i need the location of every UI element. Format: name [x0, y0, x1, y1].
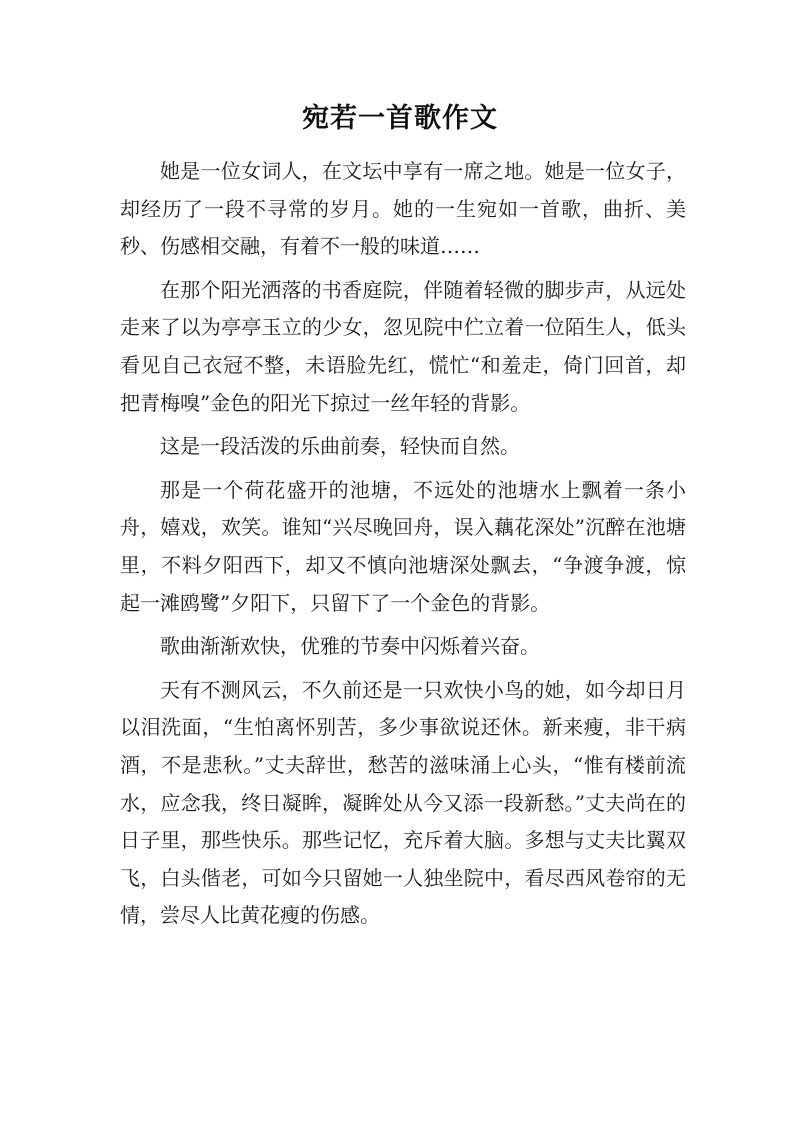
paragraph-3: 这是一段活泼的乐曲前奏，轻快而自然。	[160, 434, 520, 459]
paragraph-2: 在那个阳光洒落的书香庭院，伴随着轻微的脚步声，从远处走来了以为亭亭玉立的少女，忽见院中伫立着一位陌生人，低头看见自己衣冠不整，未语脸先红，慌忙“和羞走，倚门回首，却把青梅嗅”金色的阳光下掠过一丝年轻的背影。	[120, 277, 686, 415]
document-title: 宛若一首歌作文	[302, 103, 498, 134]
paragraph-1: 她是一位女词人，在文坛中享有一席之地。她是一位女子，却经历了一段不寻常的岁月。她的一生宛如一首歌，曲折、美秒、伤感相交融，有着不一般的味道……	[120, 159, 686, 259]
paragraph-4: 那是一个荷花盛开的池塘，不远处的池塘水上飘着一条小舟，嬉戏，欢笑。谁知“兴尽晚回舟，误入藕花深处”沉醉在池塘里，不料夕阳西下，却又不慎向池塘深处飘去，“争渡争渡，惊起一滩鸥鹭”夕阳下，只留下了一个金色的背影。	[120, 477, 686, 615]
paragraph-5: 歌曲渐渐欢快，优雅的节奏中闪烁着兴奋。	[160, 634, 540, 659]
document-body	[120, 153, 686, 941]
paragraph-6: 天有不测风云，不久前还是一只欢快小鸟的她，如今却日月以泪洗面，“生怕离怀别苦，多少事欲说还休。新来瘦，非干病酒，不是悲秋。”丈夫辞世，愁苦的滋味涌上心头，“惟有楼前流水，应念我，终日凝眸，凝眸处从今又添一段新愁。”丈夫尚在的日子里，那些快乐。那些记忆，充斥着大脑。多想与丈夫比翼双飞，白头偕老，可如今只留她一人独坐院中，看尽西风卷帘的无情，尝尽人比黄花瘦的伤感。	[120, 677, 686, 928]
